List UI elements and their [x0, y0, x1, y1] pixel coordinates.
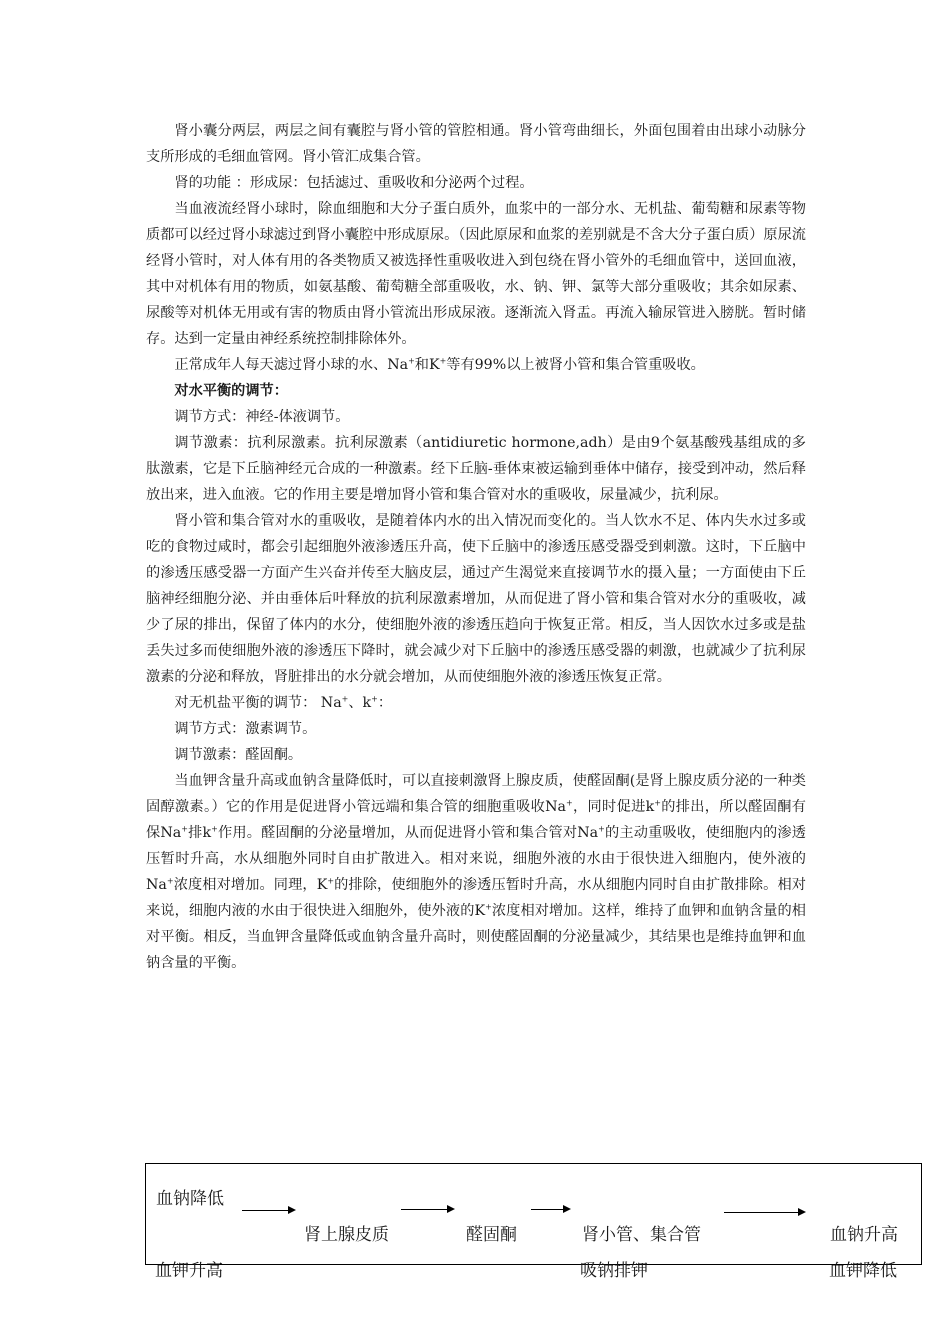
superscript: + — [166, 876, 174, 886]
superscript: + — [181, 824, 188, 834]
superscript: + — [566, 798, 573, 808]
paragraph-salt-mode: 调节方式：激素调节。 — [174, 721, 317, 737]
heading-water-balance: 对水平衡的调节： — [174, 383, 288, 399]
flow-end-top: 血钠升高 — [830, 1225, 898, 1245]
text-segment: 的排出，所以醛固酮有保Na — [146, 799, 806, 841]
superscript: + — [371, 694, 378, 704]
text-segment: 排k — [187, 825, 212, 841]
paragraph-water-mode: 调节方式：神经-体液调节。 — [174, 409, 350, 425]
text-segment: 的排除，使细胞外的渗透压暂时升高，水从细胞内同时自由扩散排除。相对来说，细胞内液的水由于很快进入细胞外，使外液的K — [146, 877, 806, 919]
arrow-right-icon — [724, 1212, 804, 1213]
text-segment: ，同时促进k — [572, 799, 655, 815]
superscript: + — [211, 824, 218, 834]
paragraph-reabsorption-rate — [146, 352, 806, 378]
heading-salt-balance — [146, 690, 806, 716]
arrow-right-icon — [401, 1209, 453, 1210]
text-segment: 浓度相对增加。这样，维持了血钾和血钠含量的相对平衡。相反，当血钾含量降低或血钠含量升高时，则使醛固酮的分泌量减少，其结果也是维持血钾和血钠含量的平衡。 — [146, 903, 806, 971]
regulation-flow-box — [145, 1163, 922, 1265]
paragraph-salt-hormone: 调节激素：醛固酮。 — [174, 747, 303, 763]
paragraph-water-hormone: 调节激素：抗利尿激素。抗利尿激素（antidiuretic hormone,adh）是由9个氨基酸残基组成的多肽激素，它是下丘脑神经元合成的一种激素。经下丘脑-垂体束被运输到垂体中储存，接受到冲动，然后释放出来，进入血液。它的作用主要是增加肾小管和集合管对水的重吸收，尿量减少，抗利尿。 — [146, 435, 806, 503]
paragraph-kidney-function: 肾的功能 ：形成尿：包括滤过、重吸收和分泌两个过程。 — [174, 175, 534, 191]
paragraph-urine-formation: 当血液流经肾小球时，除血细胞和大分子蛋白质外，血浆中的一部分水、无机盐、葡萄糖和尿素等物质都可以经过肾小球滤过到肾小囊腔中形成原尿。（因此原尿和血浆的差别就是不含大分子蛋白质）原尿流经肾小管时，对人体有用的各类物质又被选择性重吸收进入到包绕在肾小管外的毛细血管中，送回血液，其中对机体有用的物质，如氨基酸、葡萄糖全部重吸收，水、钠、钾、氯等大部分重吸收；其余如尿素、尿酸等对机体无用或有害的物质由肾小管流出形成尿液。逐渐流入肾盂。再流入输尿管进入膀胱。暂时储存。达到一定量由神经系统控制排除体外。 — [146, 201, 806, 347]
paragraph-water-process: 肾小管和集合管对水的重吸收，是随着体内水的出入情况而变化的。当人饮水不足、体内失水过多或吃的食物过咸时，都会引起细胞外液渗透压升高，使下丘脑中的渗透压感受器受到刺激。这时，下丘脑中的渗透压感受器一方面产生兴奋并传至大脑皮层，通过产生渴觉来直接调节水的摄入量；一方面使由下丘脑神经细胞分泌、并由垂体后叶释放的抗利尿激素增加，从而促进了肾小管和集合管对水分的重吸收，减少了尿的排出，保留了体内的水分，使细胞外液的渗透压趋向于恢复正常。相反，当人因饮水过多或是盐丢失过多而使细胞外液的渗透压下降时，就会减少对下丘脑中的渗透压感受器的刺激，也就减少了抗利尿激素的分泌和释放，肾脏排出的水分就会增加，从而使细胞外液的渗透压恢复正常。 — [146, 513, 806, 685]
text-segment: 、k — [348, 695, 372, 711]
superscript: + — [341, 694, 349, 704]
text-segment: 等有99%以上被肾小管和集合管重吸收。 — [446, 357, 705, 373]
flow-step-adrenal-cortex: 肾上腺皮质 — [304, 1225, 389, 1245]
superscript: + — [327, 876, 335, 886]
flow-end-bottom: 血钾降低 — [829, 1261, 897, 1281]
document-body — [146, 118, 806, 976]
text-segment: 的主动重吸收，使细胞内的渗透压暂时升高，水从细胞外同时自由扩散进入。相对来说，细胞外液的水由于很快进入细胞内，使外液的Na — [146, 825, 806, 893]
arrow-right-icon — [531, 1209, 569, 1210]
text-segment: 作用。醛固酮的分泌量增加，从而促进肾小管和集合管对Na — [217, 825, 599, 841]
text-segment: 当血钾含量升高或血钠含量降低时，可以直接刺激肾上腺皮质，使醛固酮(是肾上腺皮质分泌的一种类固醇激素。）它的作用是促进肾小管远端和集合管的细胞重吸收Na — [146, 773, 806, 815]
text-segment: ： — [377, 695, 393, 711]
superscript: + — [485, 902, 492, 912]
text-segment: 对无机盐平衡的调节： Na — [174, 695, 342, 711]
flow-start-bottom: 血钾升高 — [155, 1261, 223, 1281]
flow-step-tubules-bottom: 吸钠排钾 — [580, 1261, 648, 1281]
arrow-right-icon — [242, 1210, 294, 1211]
flow-start-top: 血钠降低 — [156, 1189, 224, 1209]
text-segment: 和K — [414, 357, 440, 373]
superscript: + — [408, 356, 415, 366]
flow-step-tubules: 肾小管、集合管 — [582, 1225, 701, 1245]
paragraph-kidney-structure: 肾小囊分两层，两层之间有囊腔与肾小管的管腔相通。肾小管弯曲细长，外面包围着由出球小动脉分支所形成的毛细血管网。肾小管汇成集合管。 — [146, 123, 806, 165]
text-segment: 正常成年人每天滤过肾小球的水、Na — [174, 357, 409, 373]
superscript: + — [439, 356, 447, 366]
flow-step-aldosterone: 醛固酮 — [466, 1225, 517, 1245]
text-segment: 浓度相对增加。同理，K — [173, 877, 328, 893]
superscript: + — [598, 824, 605, 834]
superscript: + — [654, 798, 661, 808]
paragraph-aldosterone-process — [146, 768, 806, 976]
